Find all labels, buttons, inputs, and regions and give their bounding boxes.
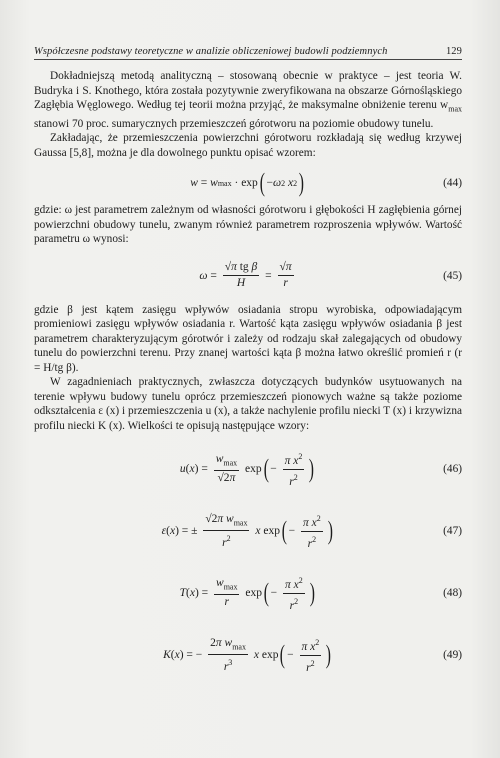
equation-number-48: (48): [443, 587, 462, 600]
paragraph-1: Dokładniejszą metodą analityczną – stosowaną obecnie w praktyce – jest teoria W. Budryka i S. Knothego, która została pozytywnie zweryfikowana na obszarze Górnośląskiego Zagłębia Węglowego. Według tej teorii można przyjąć, że maksymalne obniżenie terenu $w_{max}$ stanowi 70 proc. sumarycznych przemieszczeń górotworu na poziomie obudowy tunelu.: [34, 70, 462, 130]
running-title: Współczesne podstawy teoretyczne w analizie obliczeniowej budowli podziemnych: [34, 46, 388, 57]
equation-number-49: (49): [443, 649, 462, 662]
equation-number-46: (46): [443, 463, 462, 476]
page-body: [34, 69, 462, 679]
equation-number-47: (47): [443, 525, 462, 538]
equation-49: K ( x ) = − $\frac{2\pi w_{max}}{r^3}$ x exp ( − $\frac{\pi x^2}{r^2}$ ) (49): [163, 636, 462, 674]
equation-45: ω = $\frac{\text{√π tg β}}{H}$ = $\frac{√\pi}{r}$ (45): [199, 261, 462, 290]
equation-44: w = w max · exp ( − ω 2 x 2 ) (44): [190, 168, 462, 198]
paragraph-2: Zakładając, że przemieszczenia powierzchni górotworu rozkładają się według krzywej Gaussa [5,8], można je dla dowolnego punktu opisać wzorem:: [34, 132, 462, 159]
equation-number-44: (44): [443, 177, 462, 190]
paragraph-3: gdzie: ω jest parametrem zależnym od własności górotworu i głębokości H zagłębienia górnej powierzchni obudowy tunelu, zwanym również parametrem rozproszenia wpływów. Wartość parametru ω wynosi:: [34, 204, 462, 246]
page-number: 129: [445, 46, 462, 57]
paragraph-5: W zagadnieniach praktycznych, zwłaszcza dotyczących budynków usytuowanych na terenie wpływu budowy tunelu oprócz przemieszczeń pionowych ważne są także poziome odkształcenia ε (x) i przemieszczenia u (x), a także nachylenie profilu niecki T (x) i krzywizna profilu niecki K (x). Wielkości te opisują następujące wzory:: [34, 376, 462, 432]
equation-number-45: (45): [443, 269, 462, 282]
running-header: [34, 46, 462, 60]
equation-48: T ( x ) = $\frac{w_{max}}{r}$ exp ( − $\frac{\pi x^2}{r^2}$ ) (48): [179, 575, 462, 612]
equation-47: ε ( x ) = ± $\frac{√2\pi w_{max}}{r^2}$ x exp ( − $\frac{\pi x^2}{r^2}$ ) (47): [161, 512, 462, 550]
paragraph-4: gdzie β jest kątem zasięgu wpływów osiadania stropu wyrobiska, odpowiadającym promieniowi zasięgu wpływów osiadania r. Wartość kąta zasięgu wpływów osiadania β jest parametrem charakteryzującym górotwór i zależy od rodzaju skał zalegających od obudowy tunelu do powierzchni terenu. Przy znanej wartości kąta β można łatwo określić promień r (r = H/tg β).: [34, 303, 462, 374]
equation-46: u ( x ) = $\frac{w_{max}}{√2\pi}$ exp ( − $\frac{\pi x^2}{r^2}$ ) (46): [179, 451, 462, 488]
